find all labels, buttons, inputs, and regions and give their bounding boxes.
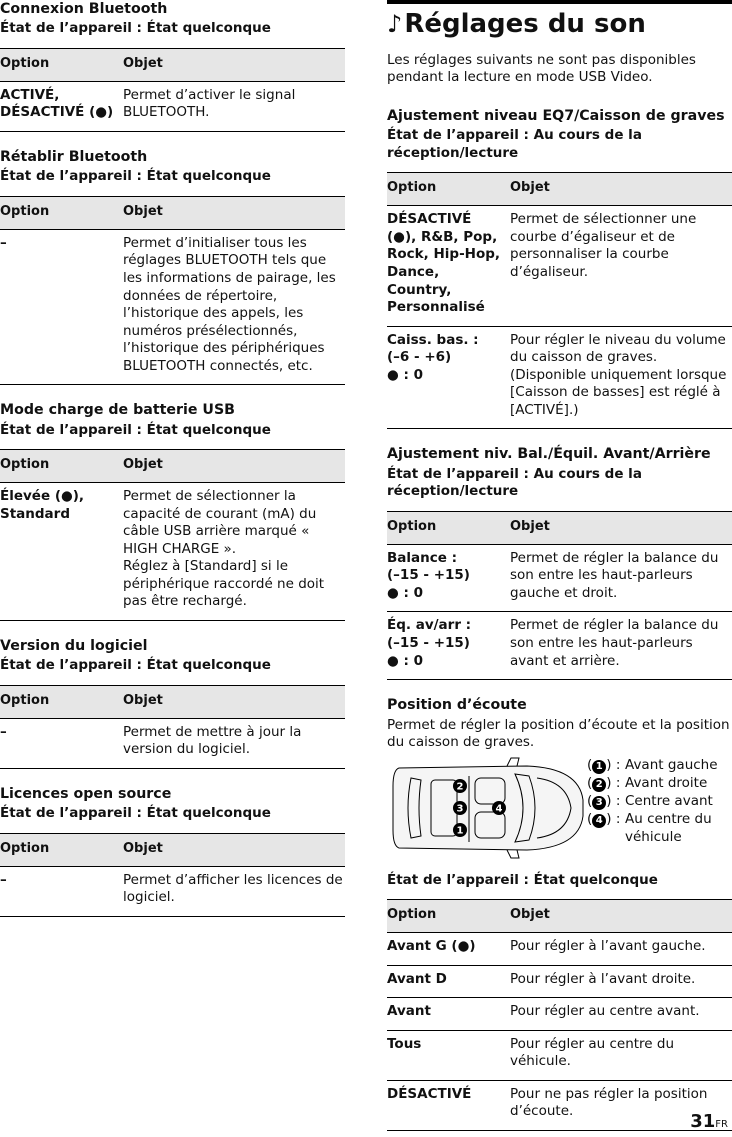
option-cell: – [0, 718, 117, 768]
objet-cell: Permet d’initialiser tous les réglages BLUETOOTH tels que les informations de pairage, les données de répertoire, l’historique des appels, les numéros présélectionnés, l’historique des périphériques BLUETOOTH connectés, etc. [117, 229, 345, 384]
svg-text:2: 2 [456, 781, 464, 793]
objet-cell: Permet de mettre à jour la version du logiciel. [117, 718, 345, 768]
option-cell: – [0, 229, 117, 384]
options-table [0, 685, 345, 769]
section-title: Licences open source [0, 785, 172, 802]
device-condition: État de l’appareil : État quelconque [0, 657, 271, 674]
column-header-objet: Objet [117, 833, 345, 866]
option-cell: Caiss. bas. : (–6 - +6) ● : 0 [387, 326, 504, 429]
objet-cell: Permet de régler la balance du son entre les haut-parleurs avant et arrière. [504, 612, 732, 680]
section-title: Connexion Bluetooth [0, 1, 168, 17]
svg-text:3: 3 [456, 803, 464, 815]
section-listening-position [387, 696, 732, 1131]
legend-number: 3 [592, 796, 606, 810]
option-cell: Balance : (–15 - +15) ● : 0 [387, 544, 504, 612]
column-header-objet: Objet [117, 685, 345, 718]
column-header-option: Option [0, 196, 117, 229]
svg-text:1: 1 [456, 825, 464, 837]
legend-number: 1 [592, 760, 606, 774]
column-header-objet: Objet [504, 900, 732, 933]
section-title: Ajustement niv. Bal./Équil. Avant/Arrière [387, 446, 711, 463]
objet-cell: Permet de sélectionner la capacité de courant (mA) du câble USB arrière marqué « HIGH CHARGE ». Réglez à [Standard] si le périphérique raccordé ne doit pas être rechargé. [117, 483, 345, 621]
options-table [0, 48, 345, 132]
device-condition: État de l’appareil : État quelconque [0, 168, 271, 185]
option-cell: Avant [387, 998, 504, 1031]
column-header-objet: Objet [504, 511, 732, 544]
legend-number: 2 [592, 778, 606, 792]
table-row [387, 612, 732, 680]
section-title: Position d’écoute [387, 697, 527, 714]
options-table [0, 833, 345, 917]
table-row [387, 206, 732, 326]
position-diagram-area [387, 756, 732, 860]
table-row [387, 1030, 732, 1080]
svg-text:4: 4 [495, 803, 503, 815]
device-condition: État de l’appareil : Au cours de la réception/lecture [387, 127, 642, 161]
table-row [387, 965, 732, 998]
table-row [387, 1080, 732, 1130]
column-header-objet: Objet [117, 49, 345, 82]
column-header-option: Option [0, 49, 117, 82]
legend-item: ( 3 ) : Centre avant [587, 793, 713, 810]
device-condition: État de l’appareil : État quelconque [0, 805, 271, 822]
table-row [0, 483, 345, 621]
options-table [0, 196, 345, 385]
legend-label: Avant droite [625, 774, 708, 791]
objet-cell: Pour régler le niveau du volume du caisson de graves. (Disponible uniquement lorsque [Caisson de basses] est réglé à [ACTIVÉ].) [504, 326, 732, 429]
section-title: Rétablir Bluetooth [0, 148, 148, 165]
options-table [387, 172, 732, 429]
device-condition: État de l’appareil : État quelconque [387, 871, 658, 888]
device-condition: État de l’appareil : Au cours de la réception/lecture [387, 465, 642, 500]
objet-cell: Pour régler à l’avant droite. [504, 965, 732, 998]
objet-cell: Pour régler à l’avant gauche. [504, 933, 732, 966]
section-title: Mode charge de batterie USB [0, 402, 235, 419]
page-number [690, 1110, 728, 1133]
column-header-objet: Objet [117, 196, 345, 229]
left-column [0, 0, 345, 917]
column-header-option: Option [0, 685, 117, 718]
column-header-objet: Objet [117, 450, 345, 483]
objet-cell: Pour régler au centre avant. [504, 998, 732, 1031]
column-header-option: Option [387, 900, 504, 933]
option-cell: Avant D [387, 965, 504, 998]
objet-cell: Permet d’afficher les licences de logiciel. [117, 866, 345, 916]
column-header-option: Option [0, 450, 117, 483]
column-header-option: Option [387, 173, 504, 206]
position-legend [587, 756, 725, 847]
legend-label: Au centre du véhicule [625, 811, 712, 846]
objet-cell: Pour ne pas régler la position d’écoute. [504, 1080, 732, 1130]
column-header-option: Option [0, 833, 117, 866]
device-condition: État de l’appareil : État quelconque [0, 421, 271, 438]
objet-cell: Permet de régler la balance du son entre les haut-parleurs gauche et droit. [504, 544, 732, 612]
section-eq-subwoofer [387, 107, 732, 429]
table-row [387, 933, 732, 966]
objet-cell: Permet d’activer le signal BLUETOOTH. [117, 81, 345, 131]
section-usb-charge-mode [0, 401, 345, 621]
section-open-source-licenses [0, 785, 345, 917]
section-reset-bluetooth [0, 148, 345, 385]
music-note-icon: ♪ [387, 10, 403, 39]
option-cell: Avant G (●) [387, 933, 504, 966]
column-header-option: Option [387, 511, 504, 544]
legend-item: ( 4 ) : Au centre du véhicule [587, 810, 725, 846]
objet-cell: Permet de sélectionner une courbe d’égaliseur et de personnaliser la courbe d’égaliseur. [504, 206, 732, 326]
table-row [0, 866, 345, 916]
section-balance-fader [387, 445, 732, 680]
option-cell: – [0, 866, 117, 916]
section-bluetooth-connection [0, 0, 345, 132]
legend-item: ( 2 ) : Avant droite [587, 774, 708, 791]
table-row [0, 718, 345, 768]
option-cell: DÉSACTIVÉ [387, 1080, 504, 1130]
table-row [0, 81, 345, 131]
device-condition: État de l’appareil : État quelconque [0, 20, 271, 37]
table-row [387, 998, 732, 1031]
options-table [0, 449, 345, 621]
column-header-objet: Objet [504, 173, 732, 206]
options-table [387, 899, 732, 1131]
option-cell: Élevée (●), Standard [0, 483, 117, 621]
option-cell: ACTIVÉ, DÉSACTIVÉ (●) [0, 81, 117, 131]
options-table [387, 511, 732, 680]
option-cell: Tous [387, 1030, 504, 1080]
option-cell: Éq. av/arr : (–15 - +15) ● : 0 [387, 612, 504, 680]
table-row [0, 229, 345, 384]
car-diagram [387, 756, 587, 860]
legend-label: Centre avant [625, 793, 713, 810]
section-title: Version du logiciel [0, 637, 148, 654]
option-cell: DÉSACTIVÉ (●), R&B, Pop, Rock, Hip-Hop, Dance, Country, Personnalisé [387, 206, 504, 326]
section-software-version [0, 637, 345, 769]
section-description: Permet de régler la position d’écoute et la position du caisson de graves. [387, 716, 730, 751]
legend-item: ( 1 ) : Avant gauche [587, 756, 718, 773]
legend-label: Avant gauche [625, 756, 718, 773]
objet-cell: Pour régler au centre du véhicule. [504, 1030, 732, 1080]
page-language-code: FR [715, 1118, 728, 1130]
intro-text: Les réglages suivants ne sont pas disponibles pendant la lecture en mode USB Video. [387, 51, 696, 86]
section-title: Ajustement niveau EQ7/Caisson de graves [387, 107, 725, 124]
legend-number: 4 [592, 814, 606, 828]
page-title: Réglages du son [404, 9, 646, 39]
page-heading [387, 0, 732, 42]
page-number-value: 31 [690, 1110, 716, 1132]
table-row [387, 544, 732, 612]
table-row [387, 326, 732, 429]
right-column [387, 0, 732, 1131]
